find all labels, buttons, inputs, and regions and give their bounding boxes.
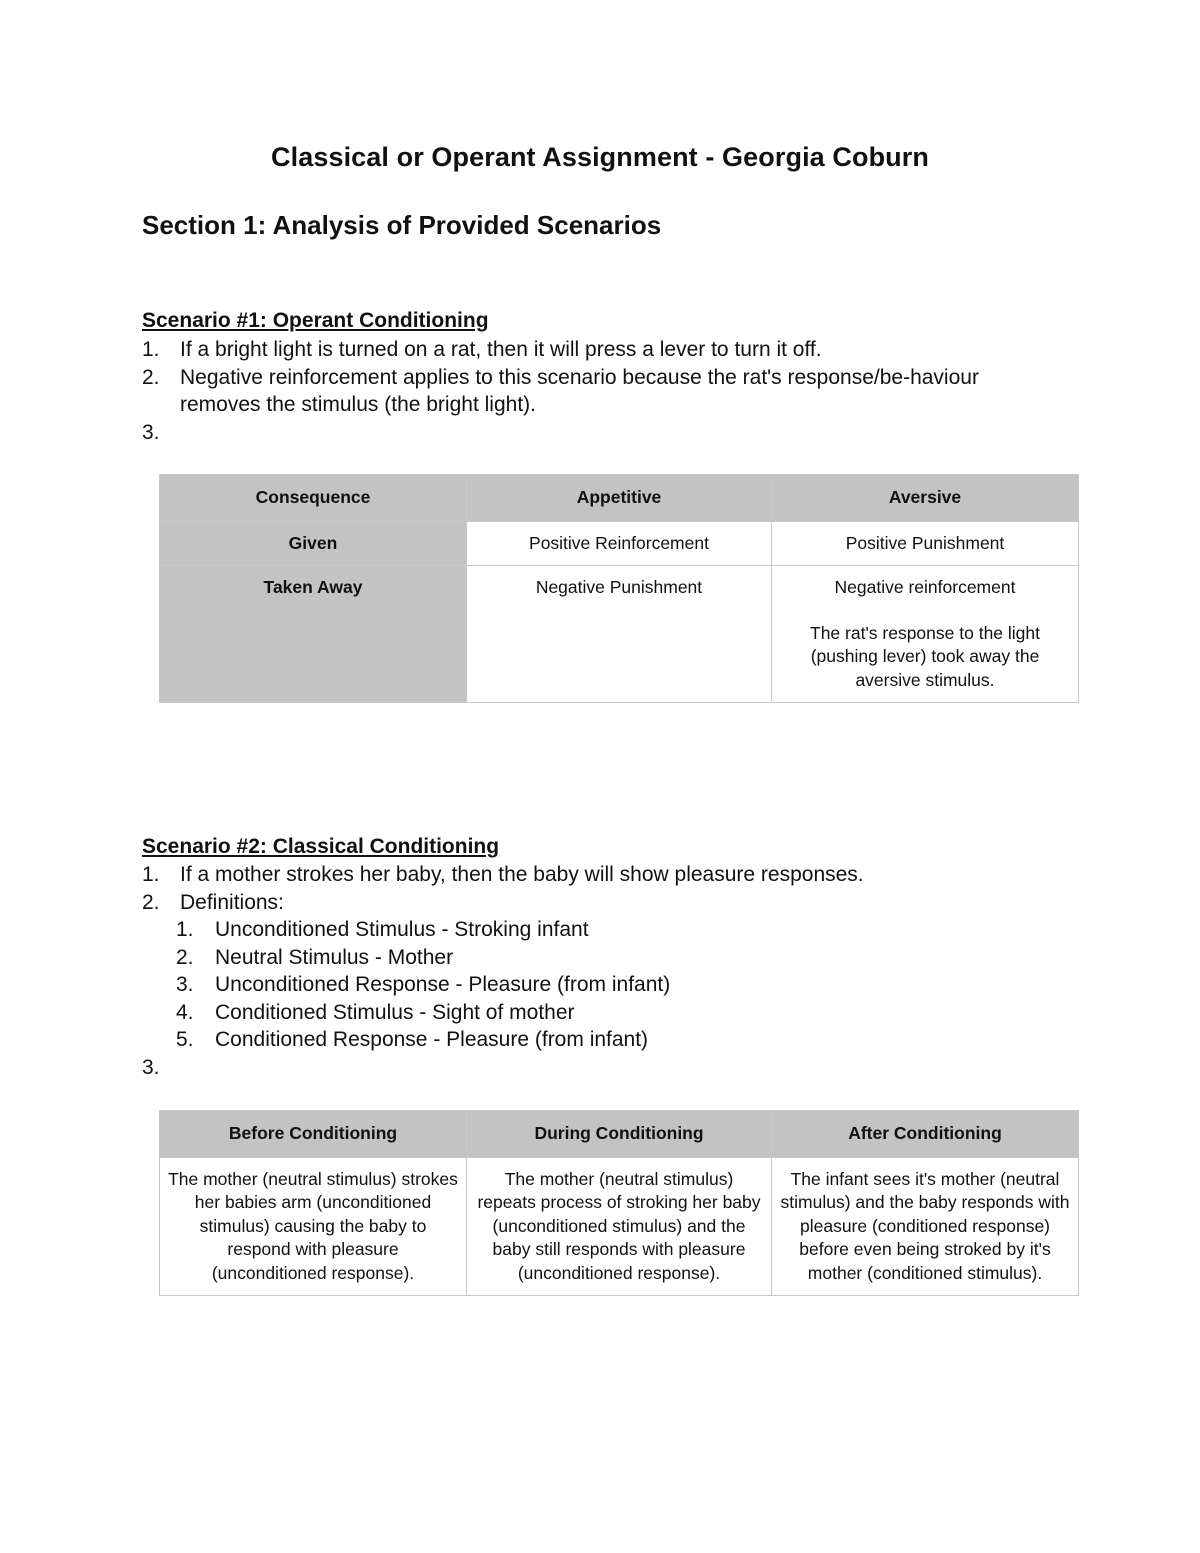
row-header: Taken Away	[160, 566, 467, 703]
cell-note: The rat's response to the light (pushing lever) took away the aversive stimulus.	[810, 622, 1040, 690]
list-item	[142, 889, 1042, 917]
list-text: Unconditioned Stimulus - Stroking infant	[215, 918, 589, 941]
table-cell: Positive Punishment	[772, 521, 1079, 566]
table-cell: The infant sees it's mother (neutral stimulus) and the baby responds with pleasure (conditioned response) before even being stroked by it's mother (conditioned stimulus).	[772, 1157, 1079, 1296]
list-text: Negative reinforcement applies to this scenario because the rat's response/be-haviour removes the stimulus (the bright light).	[180, 365, 979, 416]
table-cell	[772, 566, 1079, 703]
list-text: Conditioned Response - Pleasure (from infant)	[215, 1028, 649, 1051]
list-text: Unconditioned Response - Pleasure (from infant)	[215, 973, 671, 996]
list-item	[142, 336, 1042, 364]
list-text: Conditioned Stimulus - Sight of mother	[215, 1000, 575, 1024]
cell-spacer	[780, 600, 1070, 622]
list-number: 4.	[176, 1000, 194, 1024]
table-cell: Negative Punishment	[467, 566, 772, 703]
column-header: During Conditioning	[467, 1111, 772, 1158]
list-text: Neutral Stimulus - Mother	[215, 945, 454, 969]
list-number: 1.	[176, 918, 194, 941]
table-header-row	[160, 475, 1079, 522]
column-header: Before Conditioning	[160, 1111, 467, 1158]
list-item	[142, 364, 1000, 419]
consequence-table	[159, 474, 1079, 703]
list-number: 5.	[176, 1028, 194, 1051]
list-number: 1.	[142, 338, 160, 361]
column-header: After Conditioning	[772, 1111, 1079, 1158]
list-item	[142, 944, 1042, 972]
list-item	[142, 861, 1042, 889]
scenario-1-title: Scenario #1: Operant Conditioning	[142, 309, 489, 332]
cell-text: Negative reinforcement	[834, 577, 1016, 597]
table-row	[160, 521, 1079, 566]
table-cell: The mother (neutral stimulus) repeats process of stroking her baby (unconditioned stimulus) and the baby still responds with pleasure (unconditioned response).	[467, 1157, 772, 1296]
list-item	[142, 999, 1042, 1027]
table-cell: Positive Reinforcement	[467, 521, 772, 566]
table-row	[160, 1157, 1079, 1296]
list-item	[142, 971, 1042, 999]
list-number: 2.	[142, 890, 160, 914]
scenario-2-list	[142, 861, 1042, 1079]
table-cell: The mother (neutral stimulus) strokes her babies arm (unconditioned stimulus) causing the baby to respond with pleasure (unconditioned response).	[160, 1157, 467, 1296]
list-number: 3.	[142, 1055, 160, 1079]
scenario-1-list	[142, 336, 1042, 444]
section-1-title: Section 1: Analysis of Provided Scenarios	[142, 210, 662, 240]
table-row	[160, 566, 1079, 703]
conditioning-table	[159, 1110, 1079, 1296]
column-header: Appetitive	[467, 475, 772, 522]
definitions-list	[142, 916, 1042, 1054]
scenario-2-title: Scenario #2: Classical Conditioning	[142, 835, 500, 858]
row-header: Given	[160, 521, 467, 566]
list-item	[142, 916, 1042, 944]
list-number: 3.	[142, 420, 160, 444]
document-title: Classical or Operant Assignment - Georgia Coburn	[271, 142, 929, 172]
list-text: If a mother strokes her baby, then the baby will show pleasure responses.	[180, 863, 864, 886]
list-number: 1.	[142, 863, 160, 886]
list-number: 3.	[176, 973, 194, 996]
list-text: Definitions:	[180, 890, 284, 914]
list-text: If a bright light is turned on a rat, then it will press a lever to turn it off.	[180, 338, 822, 361]
table-header-row	[160, 1111, 1079, 1158]
list-number: 2.	[142, 365, 160, 389]
list-item	[142, 1026, 1042, 1054]
column-header: Consequence	[160, 475, 467, 522]
list-number: 2.	[176, 945, 194, 969]
column-header: Aversive	[772, 475, 1079, 522]
